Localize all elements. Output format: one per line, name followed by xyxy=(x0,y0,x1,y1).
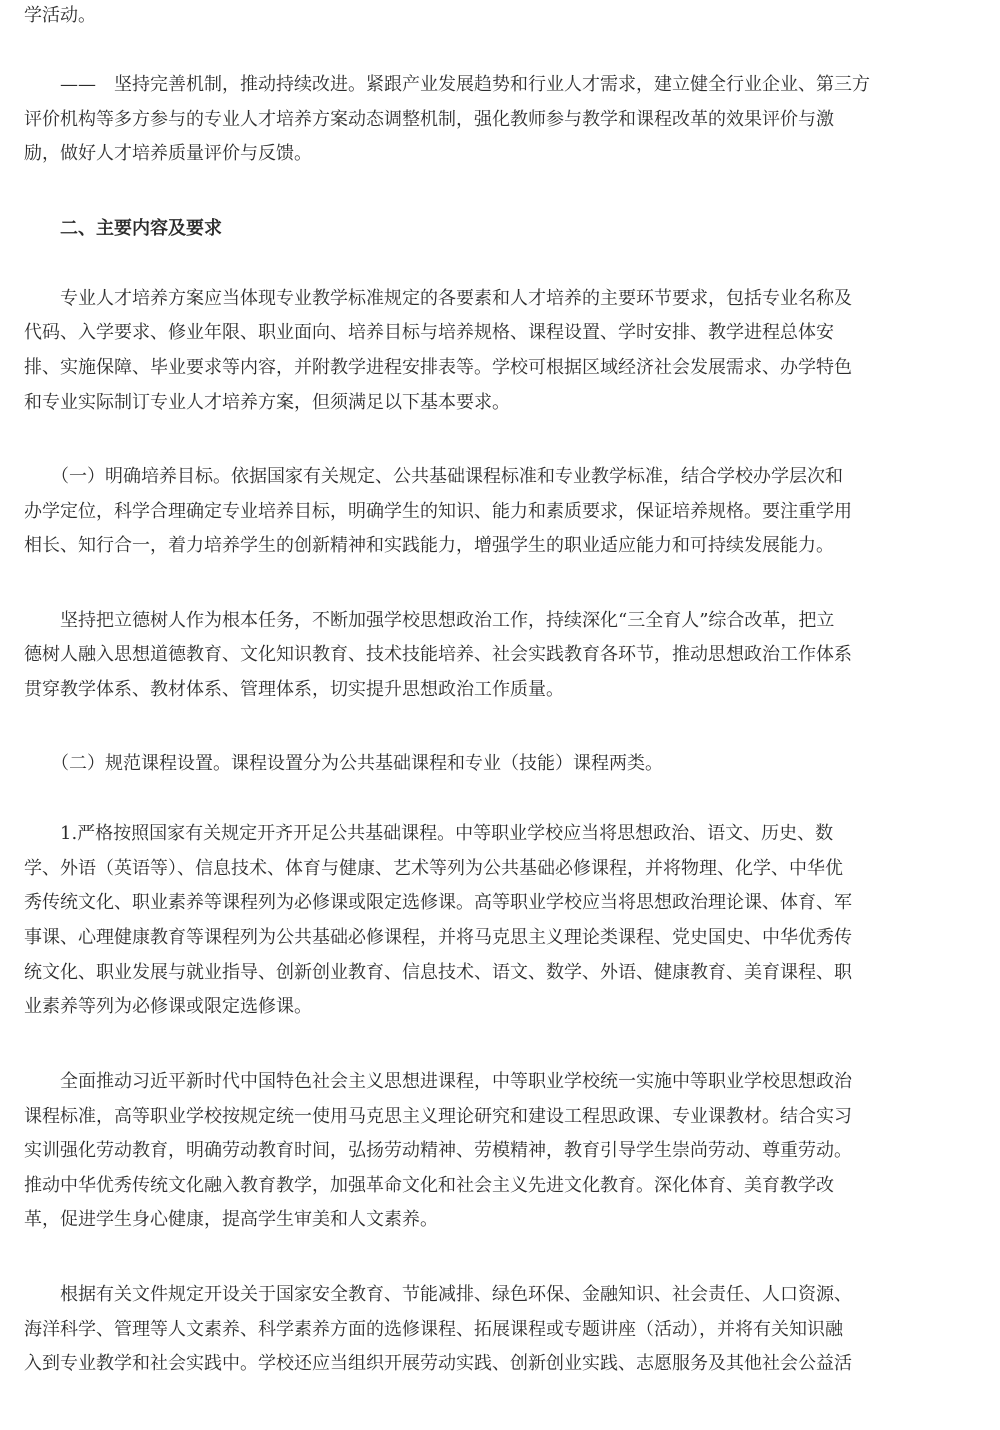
text-line: 办学定位，科学合理确定专业培养目标，明确学生的知识、能力和素质要求，保证培养规格。要注重学用 xyxy=(24,501,852,522)
text-line: 学、外语（英语等）、信息技术、体育与健康、艺术等列为公共基础必修课程，并将物理、化学、中华优 xyxy=(24,858,843,879)
text-line: 1.严格按照国家有关规定开齐开足公共基础课程。中等职业学校应当将思想政治、语文、历史、数 xyxy=(24,823,834,844)
text-line: 统文化、职业发展与就业指导、创新创业教育、信息技术、语文、数学、外语、健康教育、美育课程、职 xyxy=(24,962,852,983)
text-line: 秀传统文化、职业素养等课程列为必修课或限定选修课。高等职业学校应当将思想政治理论课、体育、军 xyxy=(24,892,852,913)
text-line: —— 坚持完善机制，推动持续改进。紧跟产业发展趋势和行业人才需求，建立健全行业企业、第三方 xyxy=(24,74,870,95)
text-line: （二）规范课程设置。课程设置分为公共基础课程和专业（技能）课程两类。 xyxy=(24,753,663,774)
text-line: 排、实施保障、毕业要求等内容，并附教学进程安排表等。学校可根据区域经济社会发展需求、办学特色 xyxy=(24,357,852,378)
text-line: 海洋科学、管理等人文素养、科学素养方面的选修课程、拓展课程或专题讲座（活动），并将有关知识融 xyxy=(24,1319,843,1340)
text-line: 坚持把立德树人作为根本任务，不断加强学校思想政治工作，持续深化“三全育人”综合改革，把立 xyxy=(24,610,835,631)
text-line: 和专业实际制订专业人才培养方案，但须满足以下基本要求。 xyxy=(24,392,510,413)
text-line: 推动中华优秀传统文化融入教育教学，加强革命文化和社会主义先进文化教育。深化体育、美育教学改 xyxy=(24,1175,834,1196)
text-line: 评价机构等多方参与的专业人才培养方案动态调整机制，强化教师参与教学和课程改革的效果评价与激 xyxy=(24,109,834,130)
text-line: 相长、知行合一，着力培养学生的创新精神和实践能力，增强学生的职业适应能力和可持续发展能力。 xyxy=(24,535,834,556)
text-line: 专业人才培养方案应当体现专业教学标准规定的各要素和人才培养的主要环节要求，包括专业名称及 xyxy=(24,288,852,309)
text-line: 贯穿教学体系、教材体系、管理体系，切实提升思想政治工作质量。 xyxy=(24,679,564,700)
text-line: 代码、入学要求、修业年限、职业面向、培养目标与培养规格、课程设置、学时安排、教学进程总体安 xyxy=(24,322,834,343)
text-line: 业素养等列为必修课或限定选修课。 xyxy=(24,996,312,1017)
text-line: 实训强化劳动教育，明确劳动教育时间，弘扬劳动精神、劳模精神，教育引导学生崇尚劳动、尊重劳动。 xyxy=(24,1140,852,1161)
text-line: 革，促进学生身心健康，提高学生审美和人文素养。 xyxy=(24,1209,438,1230)
text-line: 学活动。 xyxy=(24,5,96,26)
text-line: 事课、心理健康教育等课程列为公共基础必修课程，并将马克思主义理论类课程、党史国史、中华优秀传 xyxy=(24,927,852,948)
text-line: 德树人融入思想道德教育、文化知识教育、技术技能培养、社会实践教育各环节，推动思想政治工作体系 xyxy=(24,644,852,665)
text-line: 根据有关文件规定开设关于国家安全教育、节能减排、绿色环保、金融知识、社会责任、人口资源、 xyxy=(24,1284,852,1305)
text-line: 课程标准，高等职业学校按规定统一使用马克思主义理论研究和建设工程思政课、专业课教材。结合实习 xyxy=(24,1106,852,1127)
section-heading: 二、主要内容及要求 xyxy=(24,218,222,239)
text-line: 全面推动习近平新时代中国特色社会主义思想进课程，中等职业学校统一实施中等职业学校思想政治 xyxy=(24,1071,852,1092)
text-line: 励，做好人才培养质量评价与反馈。 xyxy=(24,143,312,164)
text-line: 入到专业教学和社会实践中。学校还应当组织开展劳动实践、创新创业实践、志愿服务及其他社会公益活 xyxy=(24,1353,852,1374)
text-line: （一）明确培养目标。依据国家有关规定、公共基础课程标准和专业教学标准，结合学校办学层次和 xyxy=(24,466,843,487)
